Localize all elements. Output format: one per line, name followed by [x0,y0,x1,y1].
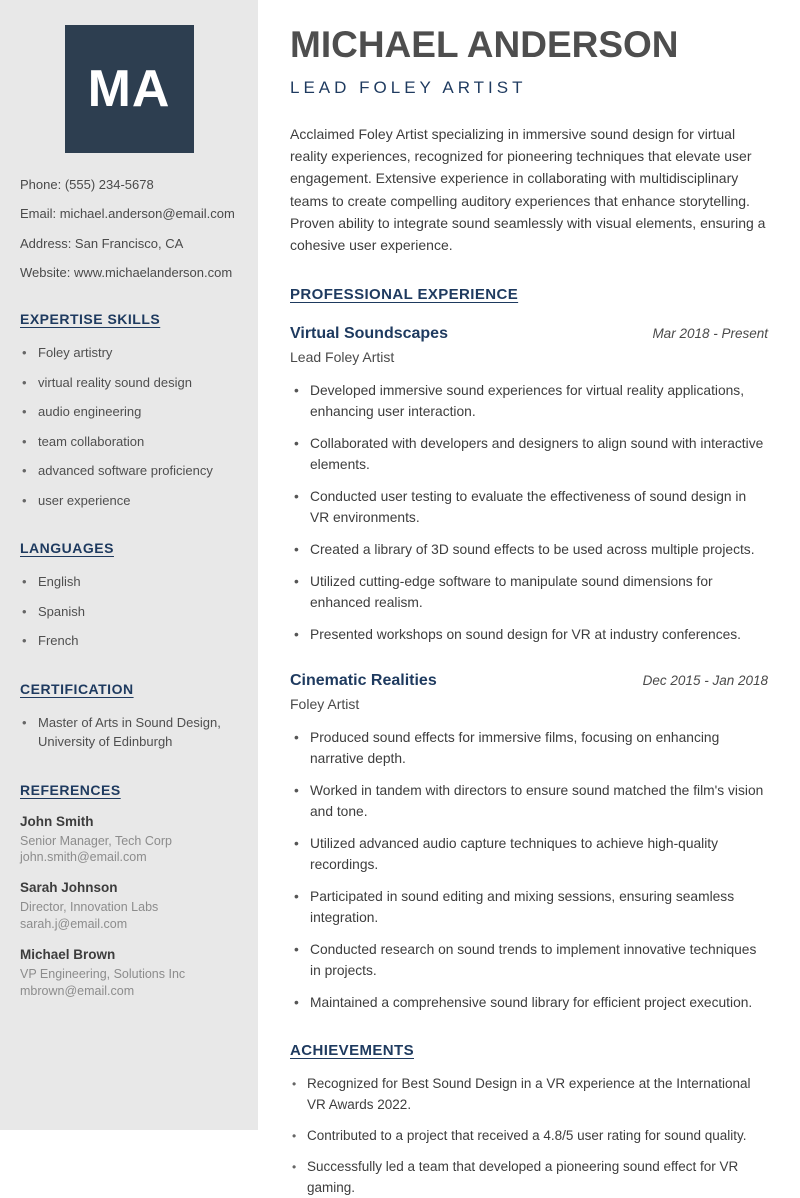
certification-title: CERTIFICATION [20,680,134,697]
contact-website: Website: www.michaelanderson.com [20,264,233,280]
section-expertise-skills [20,311,238,510]
job-bullet: • Conducted user testing to evaluate the effectiveness of sound design in VR environments. [290,486,768,528]
job-bullet: • Worked in tandem with directors to ensure sound matched the film's vision and tone. [290,780,768,822]
languages-title: LANGUAGES [20,540,114,556]
achievement-item: • Successfully led a team that developed a pioneering sound effect for VR gaming. [290,1156,768,1198]
reference-person [20,814,238,867]
contact-block [20,177,238,281]
job-bullet-list [290,727,768,1013]
main-content [258,0,800,1195]
skill-item: • virtual reality sound design [20,373,238,393]
job-header [290,325,768,343]
contact-address: Address: San Francisco, CA [20,235,184,251]
avatar-initials: MA [87,60,171,118]
section-certification [20,681,238,752]
job-bullet: • Collaborated with developers and designers to align sound with interactive elements. [290,433,768,475]
language-item: • French [20,631,238,651]
skill-item: • user experience [20,491,238,511]
language-item: • Spanish [20,602,238,622]
reference-name: John Smith [20,813,94,829]
reference-email: mbrown@email.com [20,983,135,998]
contact-phone: Phone: (555) 234-5678 [20,177,154,192]
achievements-list [290,1073,768,1198]
achievements-section-title: ACHIEVEMENTS [290,1041,414,1059]
reference-name: Michael Brown [20,947,116,962]
job-bullet: • Created a library of 3D sound effects to be used across multiple projects. [290,539,768,560]
job-bullet: • Participated in sound editing and mixing sessions, ensuring seamless integration. [290,886,768,928]
job-role: Foley Artist [290,695,360,712]
references-title: REFERENCES [20,781,121,798]
profile-summary: Acclaimed Foley Artist specializing in immersive sound design for virtual reality experiences, recognized for pioneering techniques that elevate user engagement. Extensive experience in collaborating with multidisciplinary teams to create compelling auditory experiences that enhance storytelling. Proven ability to integrate sound seamlessly with visual elements, ensuring a cohesive user experience. [290,125,766,254]
skills-list [20,343,238,510]
person-name: MICHAEL ANDERSON [290,24,679,65]
job-header [290,672,768,690]
job-bullet: • Maintained a comprehensive sound library for efficient project execution. [290,992,768,1013]
certification-item: • Master of Arts in Sound Design, University of Edinburgh [20,713,238,752]
person-job-title: LEAD FOLEY ARTIST [290,77,527,97]
job-entry [290,672,768,1013]
job-entry [290,325,768,645]
job-bullet-list [290,380,768,645]
reference-email: sarah.j@email.com [20,917,128,932]
job-bullet: • Utilized advanced audio capture techniques to achieve high-quality recordings. [290,833,768,875]
job-bullet: • Produced sound effects for immersive films, focusing on enhancing narrative depth. [290,727,768,769]
job-bullet: • Conducted research on sound trends to implement innovative techniques in projects. [290,939,768,981]
experience-section-title: PROFESSIONAL EXPERIENCE [290,285,519,303]
job-company: Virtual Soundscapes [290,324,448,342]
languages-list [20,572,238,651]
section-languages [20,540,238,651]
reference-title: Senior Manager, Tech Corp [20,833,172,848]
reference-title: Director, Innovation Labs [20,900,159,915]
reference-email: john.smith@email.com [20,850,147,865]
job-dates: Mar 2018 - Present [652,325,768,341]
expertise-skills-title: EXPERTISE SKILLS [20,311,161,327]
avatar [65,25,194,153]
achievement-item: • Recognized for Best Sound Design in a VR experience at the International VR Awards 2022. [290,1073,768,1115]
sidebar [0,0,258,1130]
job-dates: Dec 2015 - Jan 2018 [642,672,768,688]
section-references [20,782,238,1000]
language-item: • English [20,572,238,592]
skill-item: • audio engineering [20,402,238,422]
job-bullet: • Utilized cutting-edge software to manipulate sound dimensions for enhanced realism. [290,571,768,613]
contact-email: Email: michael.anderson@email.com [20,206,235,222]
reference-person [20,947,238,1000]
job-bullet: • Developed immersive sound experiences for virtual reality applications, enhancing user interaction. [290,380,768,422]
job-company: Cinematic Realities [290,671,437,689]
job-role: Lead Foley Artist [290,348,395,365]
job-bullet: • Presented workshops on sound design for VR at industry conferences. [290,624,768,645]
skill-item: • Foley artistry [20,343,238,363]
reference-title: VP Engineering, Solutions Inc [20,967,186,981]
reference-person [20,880,238,933]
reference-name: Sarah Johnson [20,880,118,896]
skill-item: • advanced software proficiency [20,461,238,481]
certification-list [20,713,238,752]
achievement-item: • Contributed to a project that received a 4.8/5 user rating for sound quality. [290,1125,768,1146]
skill-item: • team collaboration [20,432,238,452]
